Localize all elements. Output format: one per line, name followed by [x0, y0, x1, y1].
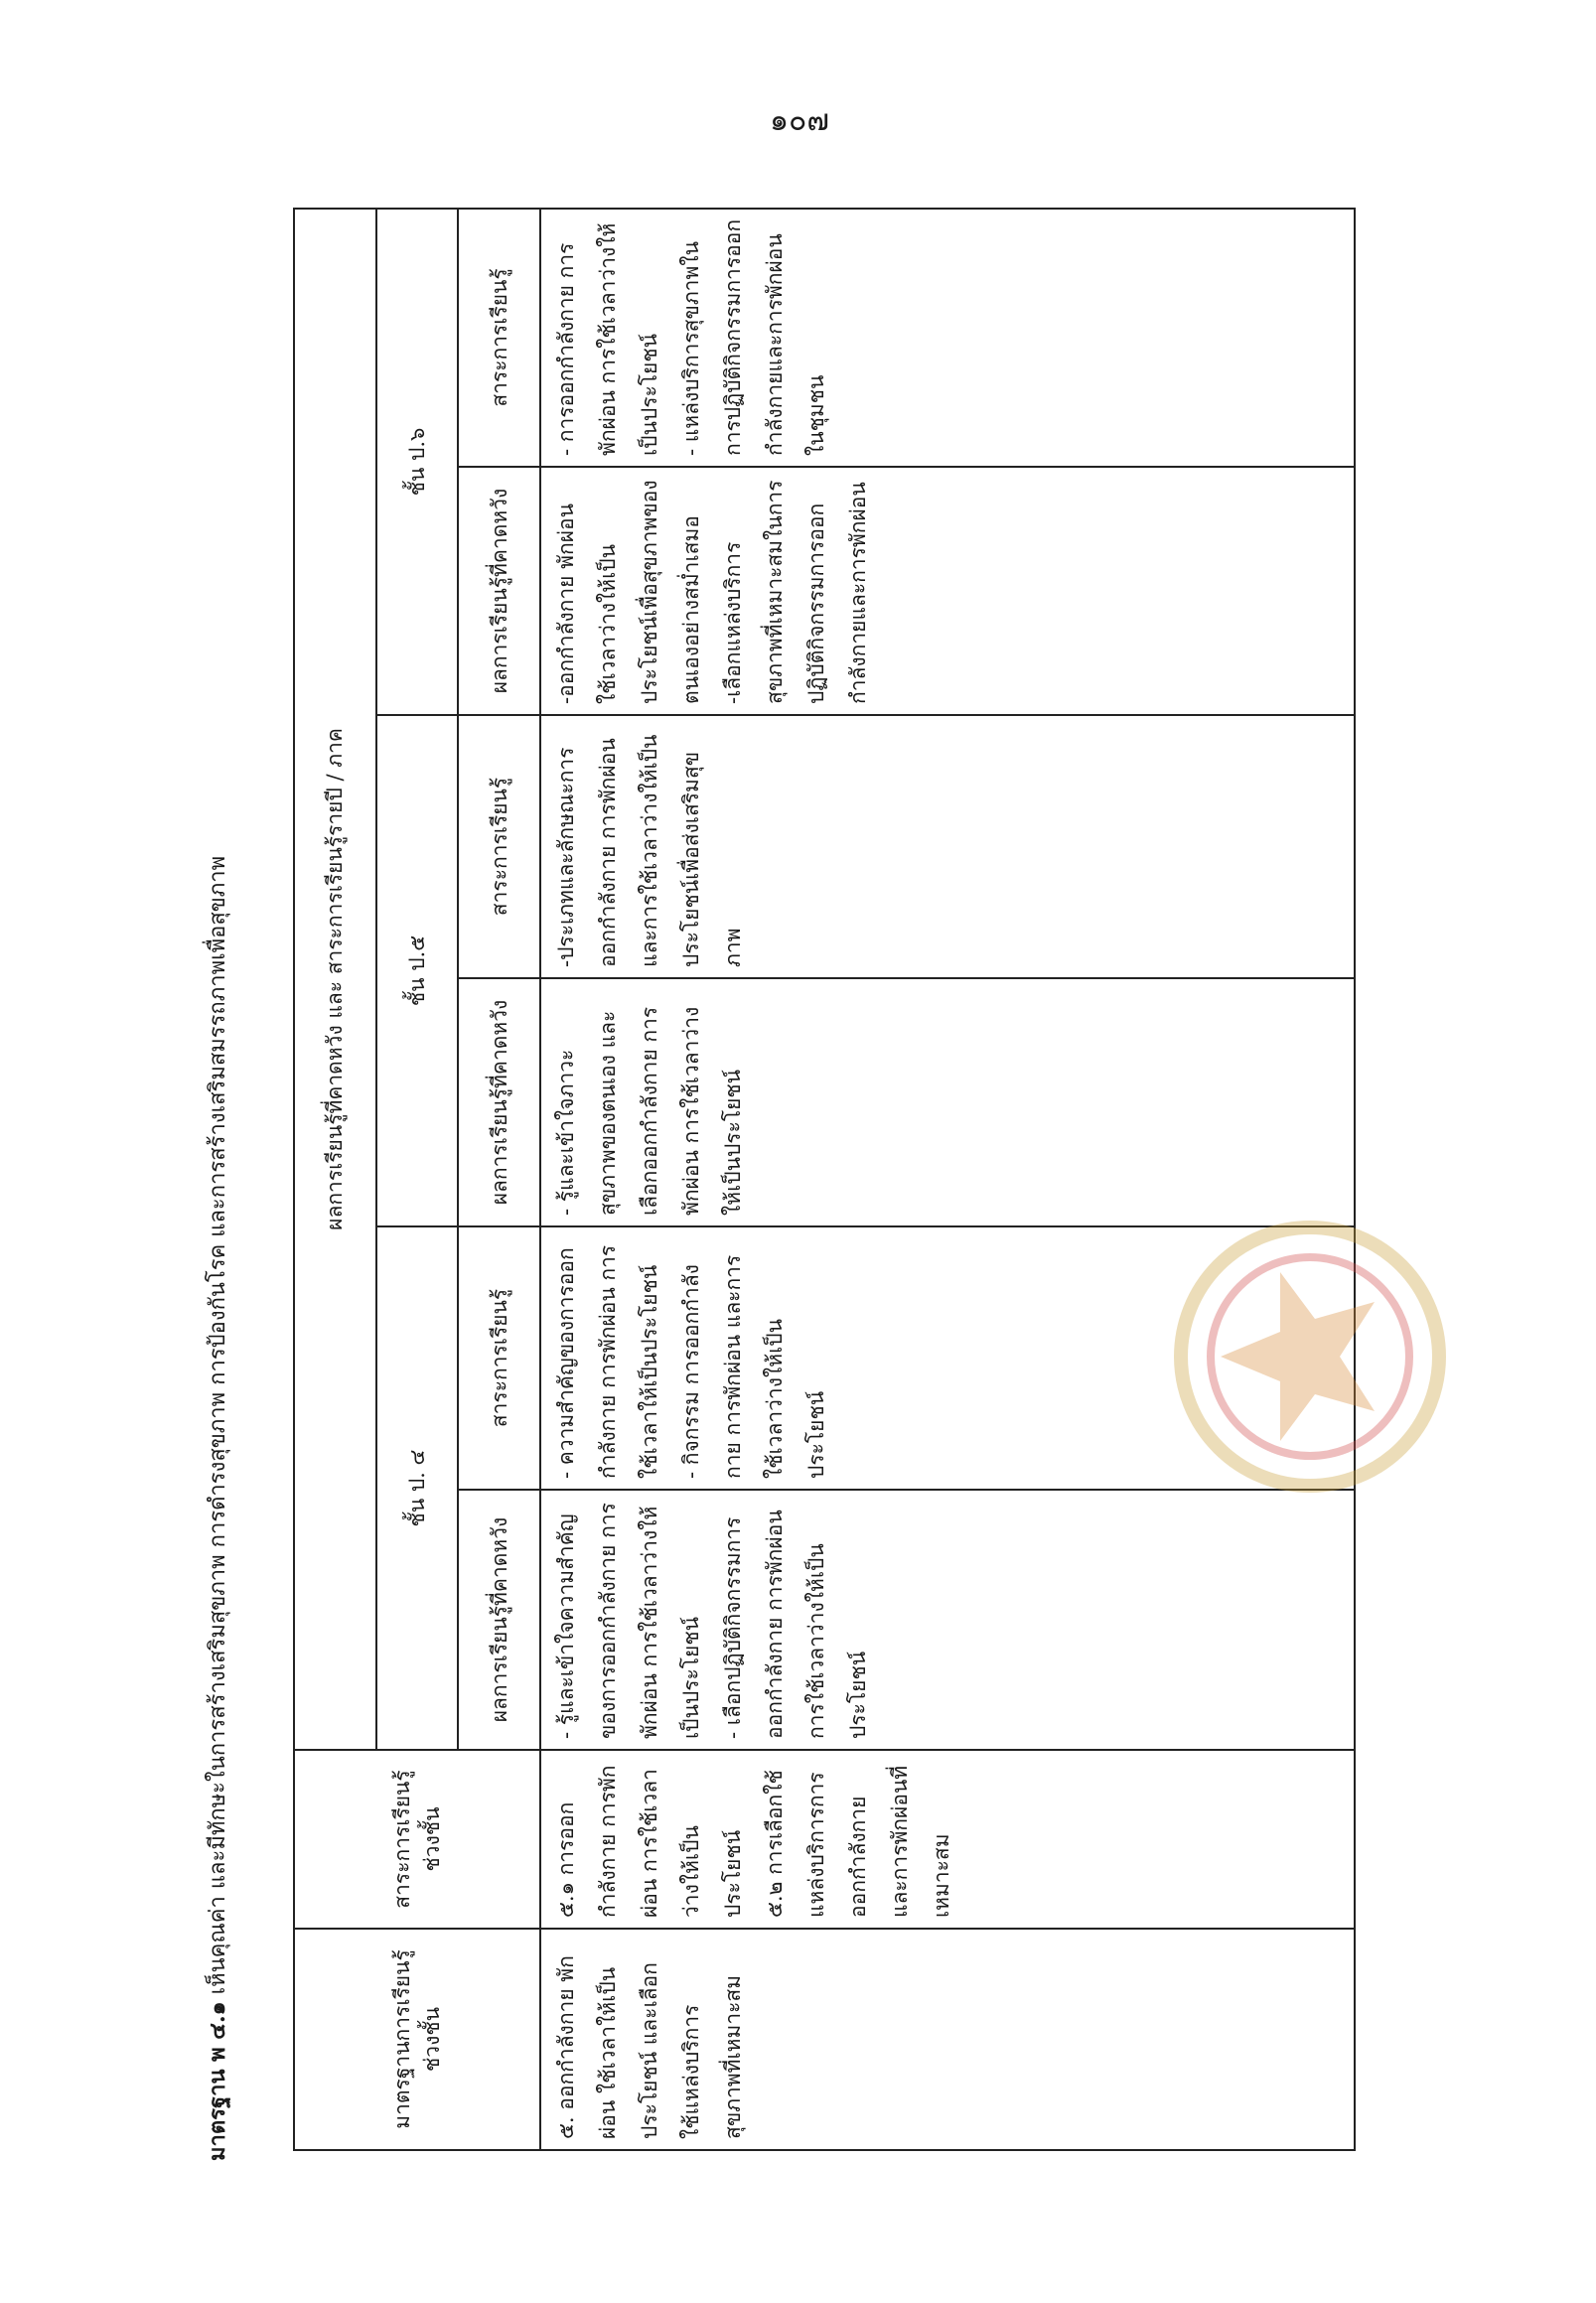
standard-caption: [198, 215, 238, 2161]
cell-range-content: ๕.๑ การออกกำลังกาย การพักผ่อน การใช้เวลาว่างให้เป็นประโยชน์ ๕.๒ การเลือกใช้แหล่งบริการการออกกำลังกายและการพักผ่อนที่เหมาะสม: [540, 1750, 1355, 1929]
cell-p4-expected: - รู้และเข้าใจความสำคัญของการออกกำลังกาย การพักผ่อน การใช้เวลาว่างให้เป็นประโยชน์ - เลือกปฏิบัติกิจกรรมการออกกำลังกาย การพักผ่อน การใช้เวลาว่างให้เป็นประโยชน์: [540, 1490, 1355, 1750]
header-range-content: สาระการเรียนรู้ช่วงชั้น: [294, 1750, 540, 1929]
header-p5-content: สาระการเรียนรู้: [458, 715, 540, 978]
page-number: ๑๐๗: [770, 103, 829, 138]
cell-p4-content: - ความสำคัญของการออกกำลังกาย การพักผ่อน การใช้เวลาให้เป็นประโยชน์ - กิจกรรม การออกกำลังกาย การพักผ่อน และการใช้เวลาว่างให้เป็นประโยชน์: [540, 1226, 1355, 1490]
header-p6-expected: ผลการเรียนรู้ที่คาดหวัง: [458, 467, 540, 715]
curriculum-table: [293, 208, 1356, 2151]
header-grade-p5: ชั้น ป.๕: [376, 715, 459, 1226]
header-p6-content: สาระการเรียนรู้: [458, 209, 540, 467]
header-p4-expected: ผลการเรียนรู้ที่คาดหวัง: [458, 1490, 540, 1750]
rotated-content: [198, 199, 1395, 2171]
cell-p6-content: - การออกกำลังกาย การพักผ่อน การใช้เวลาว่างให้เป็นประโยชน์ - แหล่งบริการสุขภาพในการปฏิบัติกิจกรรมการออกกำลังกายและการพักผ่อนในชุมชน: [540, 209, 1355, 467]
header-p5-expected: ผลการเรียนรู้ที่คาดหวัง: [458, 978, 540, 1226]
header-grade-p4: ชั้น ป. ๔: [376, 1226, 459, 1750]
header-year-results: ผลการเรียนรู้ที่คาดหวัง และ สาระการเรียนรู้รายปี / ภาค: [294, 209, 376, 1750]
header-grade-p6: ชั้น ป.๖: [376, 209, 459, 715]
cell-p6-expected: -ออกกำลังกาย พักผ่อน ใช้เวลาว่างให้เป็นประโยชน์เพื่อสุขภาพของตนเองอย่างสม่ำเสมอ -เลือกแหล่งบริการสุขภาพที่เหมาะสมในการปฏิบัติกิจกรรมการออกกำลังกายและการพักผ่อน: [540, 467, 1355, 715]
header-standard: มาตรฐานการเรียนรู้ช่วงชั้น: [294, 1929, 540, 2150]
standard-code: มาตรฐาน พ ๔.๑: [205, 2001, 230, 2161]
cell-standard: ๕. ออกกำลังกาย พักผ่อน ใช้เวลาให้เป็นประโยชน์ และเลือกใช้แหล่งบริการสุขภาพที่เหมาะสม: [540, 1929, 1355, 2150]
standard-description: เห็นคุณค่า และมีทักษะในการสร้างเสริมสุขภาพ การดำรงสุขภาพ การป้องกันโรค และการสร้างเสริมสมรรถภาพเพื่อสุขภาพ: [206, 855, 230, 2002]
cell-p5-expected: - รู้และเข้าใจภาวะสุขภาพของตนเอง และเลือกออกกำลังกาย การพักผ่อน การใช้เวลาว่างให้เป็นประโยชน์: [540, 978, 1355, 1226]
cell-p5-content: -ประเภทและลักษณะการออกกำลังกาย การพักผ่อน และการใช้เวลาว่างให้เป็นประโยชน์เพื่อส่งเสริมสุขภาพ: [540, 715, 1355, 978]
header-p4-content: สาระการเรียนรู้: [458, 1226, 540, 1490]
